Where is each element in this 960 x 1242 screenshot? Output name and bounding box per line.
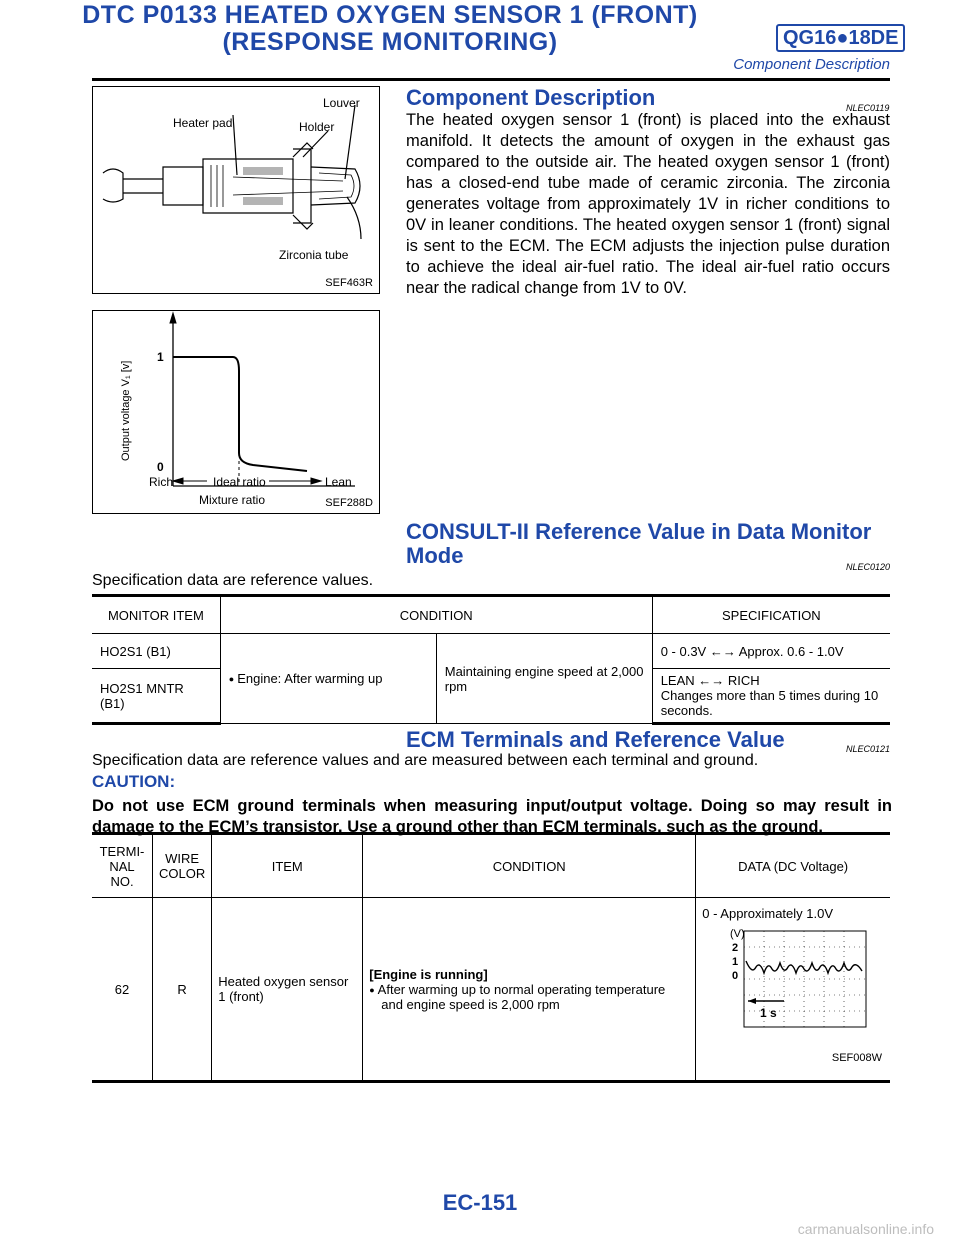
label-heater-pad: Heater pad bbox=[173, 116, 233, 130]
consult-note: Specification data are reference values. bbox=[92, 572, 374, 589]
wire-color-cell: R bbox=[153, 898, 212, 1082]
graph-lean-label: Lean bbox=[325, 475, 352, 489]
header-title-line2: (RESPONSE MONITORING) bbox=[222, 28, 558, 56]
scope-tick-0: 0 bbox=[732, 970, 739, 982]
graph-tick-top: 1 bbox=[157, 350, 164, 364]
condition-a-cell bbox=[220, 634, 436, 724]
monitor-item-cell: HO2S1 (B1) bbox=[92, 634, 220, 669]
condition-cell bbox=[363, 898, 696, 1082]
consult-title bbox=[406, 520, 871, 568]
ecm-code: NLEC0121 bbox=[846, 744, 891, 754]
component-description-body: The heated oxygen sensor 1 (front) is placed into the exhaust manifold. It detects the amount of oxygen in the exhaust gas compared to the outside air. The heated oxygen sensor 1 (front) has a closed-end tube made of ceramic zirconia. The zirconia generates voltage from approximately 1V in richer conditions to 0V in leaner conditions. The heated oxygen sensor 1 (front) signal is sent to the ECM. The ECM adjusts the injection pulse duration to achieve the ideal air-fuel ratio. The ideal air-fuel ratio occurs near the radical change from 1V to 0V. bbox=[406, 111, 890, 297]
label-holder: Holder bbox=[299, 120, 335, 134]
col-wire-color: WIRE COLOR bbox=[153, 834, 212, 898]
scope-figure-code: SEF008W bbox=[831, 1052, 882, 1064]
graph-rich-label: Rich bbox=[149, 475, 174, 489]
consult-table-header bbox=[92, 596, 890, 634]
consult-code: NLEC0120 bbox=[846, 562, 891, 572]
monitor-item-cell: HO2S1 MNTR (B1) bbox=[92, 669, 220, 724]
col-condition: CONDITION bbox=[363, 834, 696, 898]
scope-timebase: 1 s bbox=[760, 1006, 777, 1020]
table-row bbox=[92, 634, 890, 669]
spec-detail: Changes more than 5 times during 10 seconds. bbox=[660, 688, 879, 718]
condition-b-cell: Maintaining engine speed at 2,000 rpm bbox=[436, 634, 652, 724]
consult-title-line1: CONSULT-II Reference Value in Data Monitor bbox=[406, 519, 872, 544]
ecm-title: ECM Terminals and Reference Value bbox=[406, 727, 785, 752]
spec-text: LEAN ←→ RICH bbox=[660, 673, 760, 688]
sensor-figure bbox=[92, 86, 380, 294]
header-title-line1: DTC P0133 HEATED OXYGEN SENSOR 1 (FRONT) bbox=[82, 1, 698, 29]
caution-label: CAUTION: bbox=[92, 772, 176, 791]
header-subtitle: Component Description bbox=[733, 56, 890, 73]
scope-tick-2: 2 bbox=[732, 942, 739, 954]
bullet-icon: ● bbox=[369, 984, 375, 995]
engine-badge: QG16●18DE bbox=[776, 24, 905, 52]
caution-text: Do not use ECM ground terminals when measuring input/output voltage. Doing so may result in damage to the ECM’s transistor. Use a ground other than ECM terminals, such as the ground. bbox=[92, 797, 892, 836]
condition-title: [Engine is running] bbox=[369, 966, 488, 982]
graph-ylabel: Output voltage V₁ [v] bbox=[120, 360, 132, 461]
ecm-table-header bbox=[92, 834, 890, 898]
watermark: carmanualsonline.info bbox=[797, 1221, 934, 1237]
graph-figure-code: SEF288D bbox=[325, 497, 373, 509]
component-description-code: NLEC0119 bbox=[846, 103, 890, 113]
col-terminal: TERMI-NAL NO. bbox=[92, 834, 153, 898]
label-louver: Louver bbox=[323, 96, 360, 110]
page-number: EC-151 bbox=[442, 1190, 518, 1215]
label-zirconia-tube: Zirconia tube bbox=[279, 248, 349, 262]
data-cell bbox=[696, 898, 890, 1082]
page-header-title bbox=[10, 2, 770, 56]
graph-ideal-label: Ideal ratio bbox=[213, 475, 266, 489]
table-row bbox=[92, 898, 890, 1082]
ecm-terminal-table bbox=[92, 832, 890, 1083]
col-monitor-item: MONITOR ITEM bbox=[92, 596, 220, 634]
col-data: DATA (DC Voltage) bbox=[696, 834, 890, 898]
consult-reference-table bbox=[92, 594, 890, 725]
sensor-diagram bbox=[93, 87, 379, 293]
spec-cell: 0 - 0.3V ←→ Approx. 0.6 - 1.0V bbox=[652, 634, 890, 669]
condition-detail-text: After warming up to normal operating temperature and engine speed is 2,000 rpm bbox=[377, 981, 666, 1012]
col-item: ITEM bbox=[212, 834, 363, 898]
col-condition: CONDITION bbox=[220, 596, 652, 634]
consult-title-line2: Mode bbox=[406, 543, 464, 568]
oscilloscope-waveform bbox=[702, 925, 872, 1045]
col-specification: SPECIFICATION bbox=[652, 596, 890, 634]
header-rule bbox=[92, 78, 890, 81]
ecm-note: Specification data are reference values and are measured between each terminal and ground. bbox=[92, 752, 759, 769]
terminal-cell: 62 bbox=[92, 898, 153, 1082]
item-cell: Heated oxygen sensor 1 (front) bbox=[212, 898, 363, 1082]
sensor-figure-code: SEF463R bbox=[325, 277, 373, 289]
voltage-graph bbox=[93, 311, 379, 513]
scope-unit: (V) bbox=[730, 928, 745, 940]
data-text: 0 - Approximately 1.0V bbox=[702, 906, 834, 921]
voltage-graph-figure bbox=[92, 310, 380, 514]
graph-tick-bottom: 0 bbox=[157, 460, 164, 474]
condition-detail bbox=[369, 982, 689, 1012]
component-description-title: Component Description bbox=[406, 85, 656, 110]
scope-tick-1: 1 bbox=[732, 956, 739, 968]
spec-cell bbox=[652, 669, 890, 724]
graph-xlabel: Mixture ratio bbox=[199, 493, 266, 507]
bullet-icon: ● bbox=[228, 674, 235, 684]
condition-a-text: Engine: After warming up bbox=[237, 671, 383, 686]
